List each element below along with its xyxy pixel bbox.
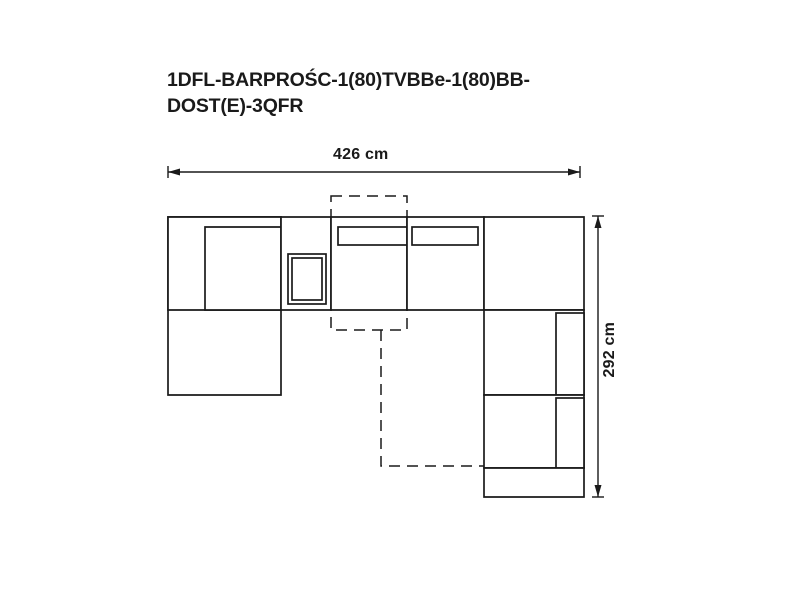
width-dimension-label: 426 cm (333, 146, 389, 163)
dashed-clearance-outline-bottom (381, 330, 487, 466)
sofa-outline (168, 217, 584, 497)
height-dimension-label: 292 cm (601, 322, 618, 378)
page-title: 1DFL-BARPROŚC-1(80)TVBBe-1(80)BB-DOST(E)-3QFR (167, 69, 530, 117)
